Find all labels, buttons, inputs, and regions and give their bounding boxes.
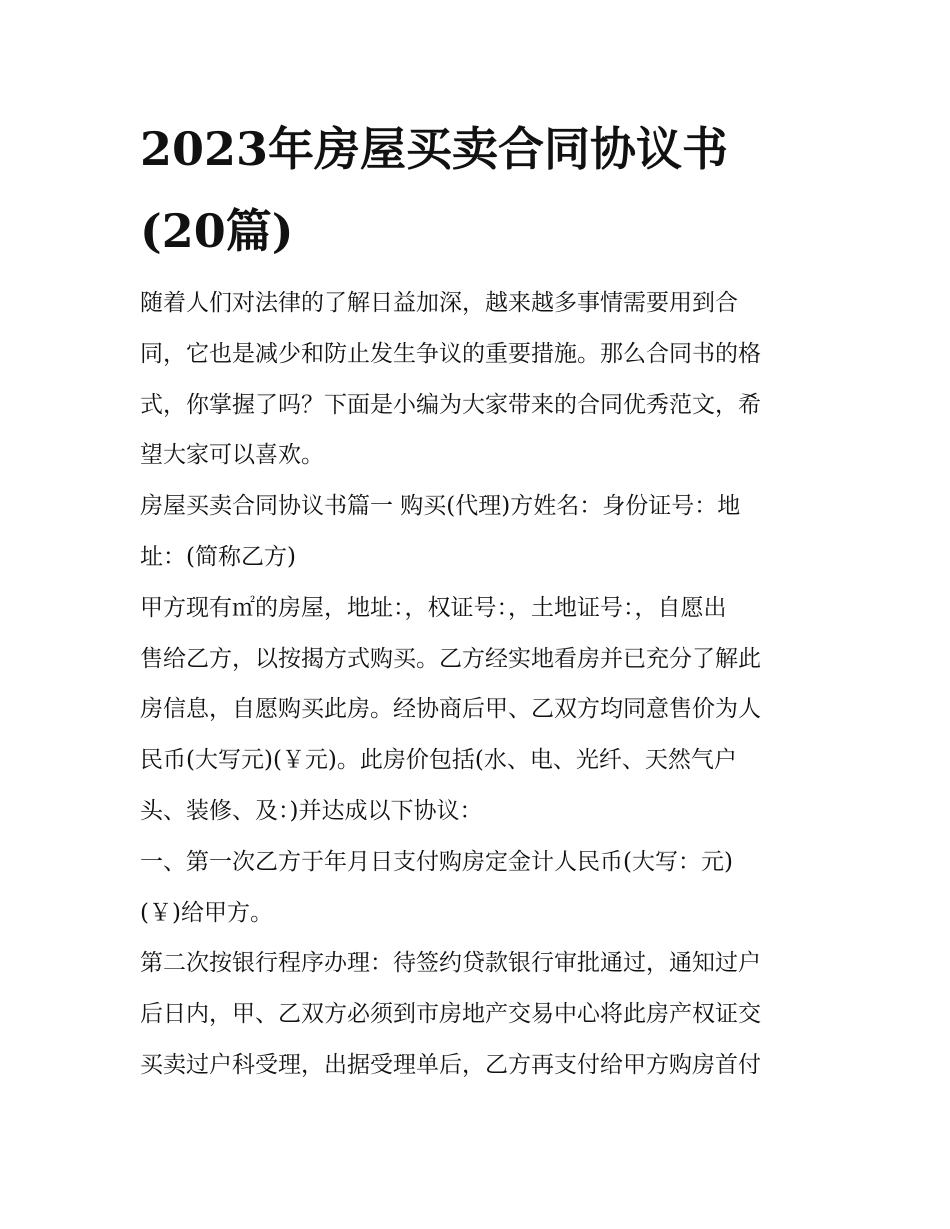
title-line: 2023年房屋买卖合同协议书 [140,122,729,176]
paragraph-property-info [140,583,820,837]
text-line: 房屋买卖合同协议书篇一 购买(代理)方姓名：身份证号：地 [140,493,741,520]
text-line: 随着人们对法律的了解日益加深，越来越多事情需要用到合 [140,290,738,316]
paragraph-intro [140,278,820,481]
text-line: 售给乙方，以按揭方式购买。乙方经实地看房并已充分了解此 [140,645,761,672]
text-line: 房信息，自愿购买此房。经协商后甲、乙双方均同意售价为人 [140,696,761,723]
title-line: (20篇) [140,204,294,258]
text-line: (￥)给甲方。 [140,899,273,926]
text-line: 式，你掌握了吗？下面是小编为大家带来的合同优秀范文，希 [140,391,761,418]
text-line: 第二次按银行程序办理：待签约贷款银行审批通过，通知过户 [140,950,761,977]
text-line: 址：(简称乙方) [140,543,296,570]
text-line: 甲方现有㎡的房屋，地址：，权证号：，土地证号：，自愿出 [140,594,727,621]
document-body [140,278,820,1091]
text-line: 头、装修、及：)并达成以下协议： [140,797,483,824]
paragraph-buyer-info [140,481,820,583]
text-line: 一、第一次乙方于年月日支付购房定金计人民币(大写：元) [140,848,733,875]
document-title [140,108,840,272]
text-line: 民币(大写元)(￥元)。此房价包括(水、电、光纤、天然气户 [140,747,737,774]
paragraph-clause-1 [140,837,820,939]
paragraph-clause-2 [140,938,820,1090]
text-line: 后日内，甲、乙双方必须到市房地产交易中心将此房产权证交 [140,1001,761,1028]
text-line: 望大家可以喜欢。 [140,442,324,469]
text-line: 买卖过户科受理，出据受理单后，乙方再支付给甲方购房首付 [140,1051,761,1078]
text-line: 同，它也是减少和防止发生争议的重要措施。那么合同书的格 [140,340,761,367]
